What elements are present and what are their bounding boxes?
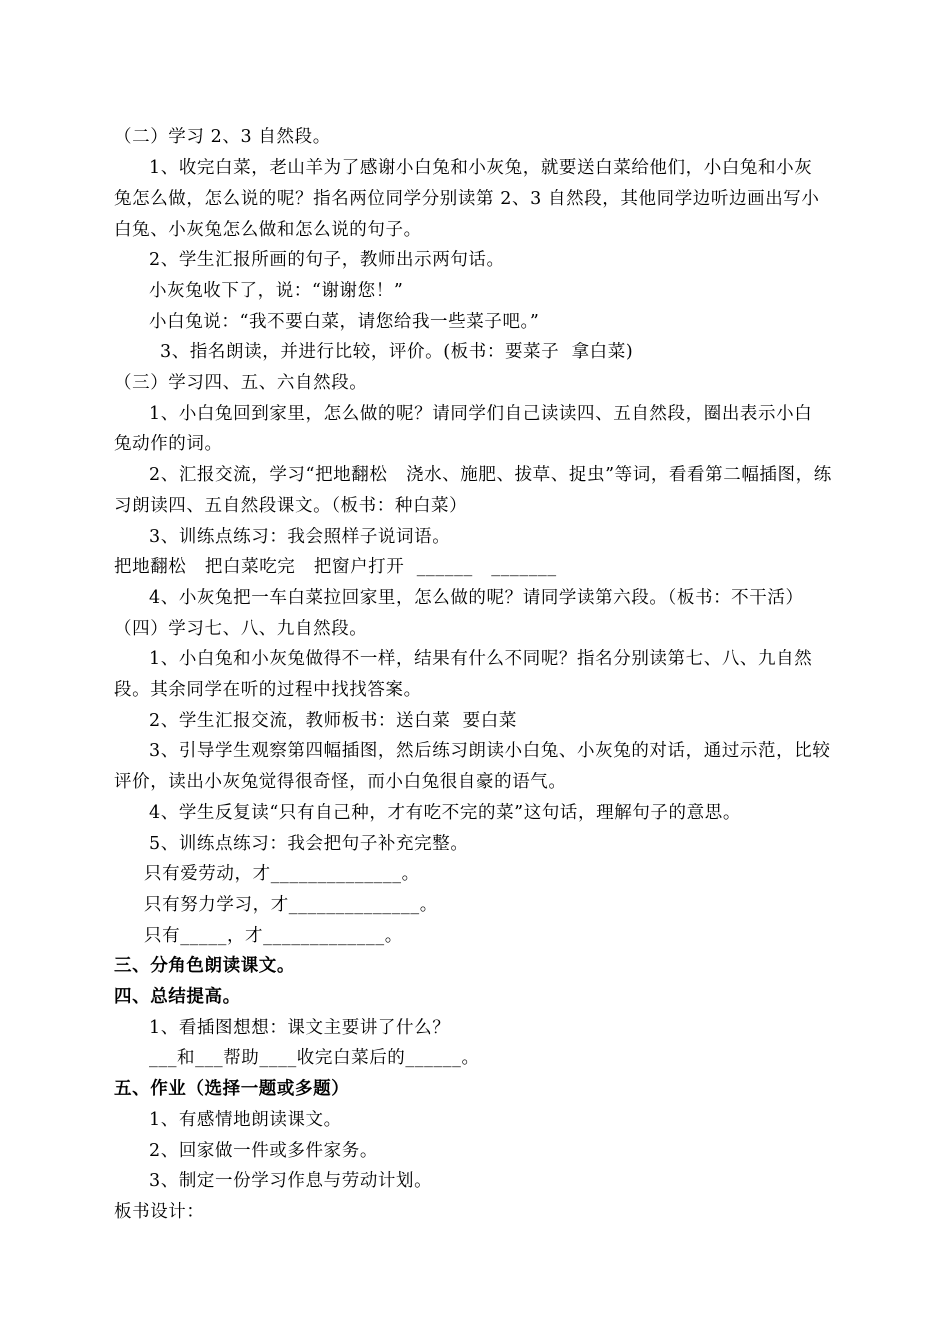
- exercise-line: 把地翻松 把白菜吃完 把窗户打开 ______ _______: [114, 557, 557, 577]
- paragraph-line: 习朗读四、五自然段课文。（板书：种白菜）: [114, 496, 468, 516]
- paragraph-line: 3、制定一份学习作息与劳动计划。: [149, 1171, 433, 1191]
- paragraph-line: 兔动作的词。: [114, 434, 223, 454]
- main-heading: 五、作业（选择一题或多题）: [114, 1079, 350, 1099]
- quote-line: 小灰兔收下了，说：“谢谢您！”: [149, 281, 404, 301]
- section-heading: （三）学习四、五、六自然段。: [114, 373, 368, 393]
- paragraph-line: 2、学生汇报所画的句子，教师出示两句话。: [149, 250, 505, 270]
- exercise-line: 只有努力学习，才______________。: [144, 895, 438, 915]
- paragraph-line: 段。其余同学在听的过程中找找答案。: [114, 680, 422, 700]
- board-design-label: 板书设计：: [114, 1202, 205, 1222]
- section-heading: （四）学习七、八、九自然段。: [114, 619, 368, 639]
- paragraph-line: 1、小白兔回到家里，怎么做的呢？请同学们自己读读四、五自然段，圈出表示小白: [149, 404, 813, 424]
- exercise-line: 只有爱劳动，才______________。: [144, 864, 420, 884]
- paragraph-line: 兔怎么做，怎么说的呢？指名两位同学分别读第 2、3 自然段，其他同学边听边画出写小: [114, 189, 820, 209]
- paragraph-line: 2、学生汇报交流，教师板书：送白菜 要白菜: [149, 711, 517, 731]
- paragraph-line: 1、有感情地朗读课文。: [149, 1110, 342, 1130]
- exercise-line: ___和___帮助____收完白菜后的______。: [149, 1048, 480, 1068]
- paragraph-line: 4、小灰兔把一车白菜拉回家里，怎么做的呢？请同学读第六段。（板书：不干活）: [149, 588, 804, 608]
- paragraph-line: 白兔、小灰兔怎么做和怎么说的句子。: [114, 220, 422, 240]
- paragraph-line: 1、收完白菜，老山羊为了感谢小白兔和小灰兔，就要送白菜给他们，小白兔和小灰: [149, 158, 813, 178]
- exercise-line: 只有_____，才_____________。: [144, 926, 403, 946]
- paragraph-line: 2、回家做一件或多件家务。: [149, 1141, 378, 1161]
- paragraph-line: 4、学生反复读“只有自己种，才有吃不完的菜”这句话，理解句子的意思。: [149, 803, 741, 823]
- quote-line: 小白兔说：“我不要白菜，请您给我一些菜子吧。”: [149, 312, 540, 332]
- section-heading: （二）学习 2、3 自然段。: [114, 127, 331, 147]
- paragraph-line: 3、指名朗读，并进行比较，评价。(板书：要菜子 拿白菜): [160, 342, 634, 362]
- main-heading: 三、分角色朗读课文。: [114, 956, 295, 976]
- paragraph-line: 3、引导学生观察第四幅插图，然后练习朗读小白兔、小灰兔的对话，通过示范，比较: [149, 741, 831, 761]
- paragraph-line: 1、看插图想想：课文主要讲了什么？: [149, 1018, 451, 1038]
- paragraph-line: 5、训练点练习：我会把句子补充完整。: [149, 834, 469, 854]
- paragraph-line: 2、汇报交流，学习“把地翻松 浇水、施肥、拔草、捉虫”等词，看看第二幅插图，练: [149, 465, 832, 485]
- paragraph-line: 1、小白兔和小灰兔做得不一样，结果有什么不同呢？指名分别读第七、八、九自然: [149, 649, 813, 669]
- paragraph-line: 评价，读出小灰兔觉得很奇怪，而小白兔很自豪的语气。: [114, 772, 567, 792]
- main-heading: 四、总结提高。: [114, 987, 241, 1007]
- paragraph-line: 3、训练点练习：我会照样子说词语。: [149, 527, 451, 547]
